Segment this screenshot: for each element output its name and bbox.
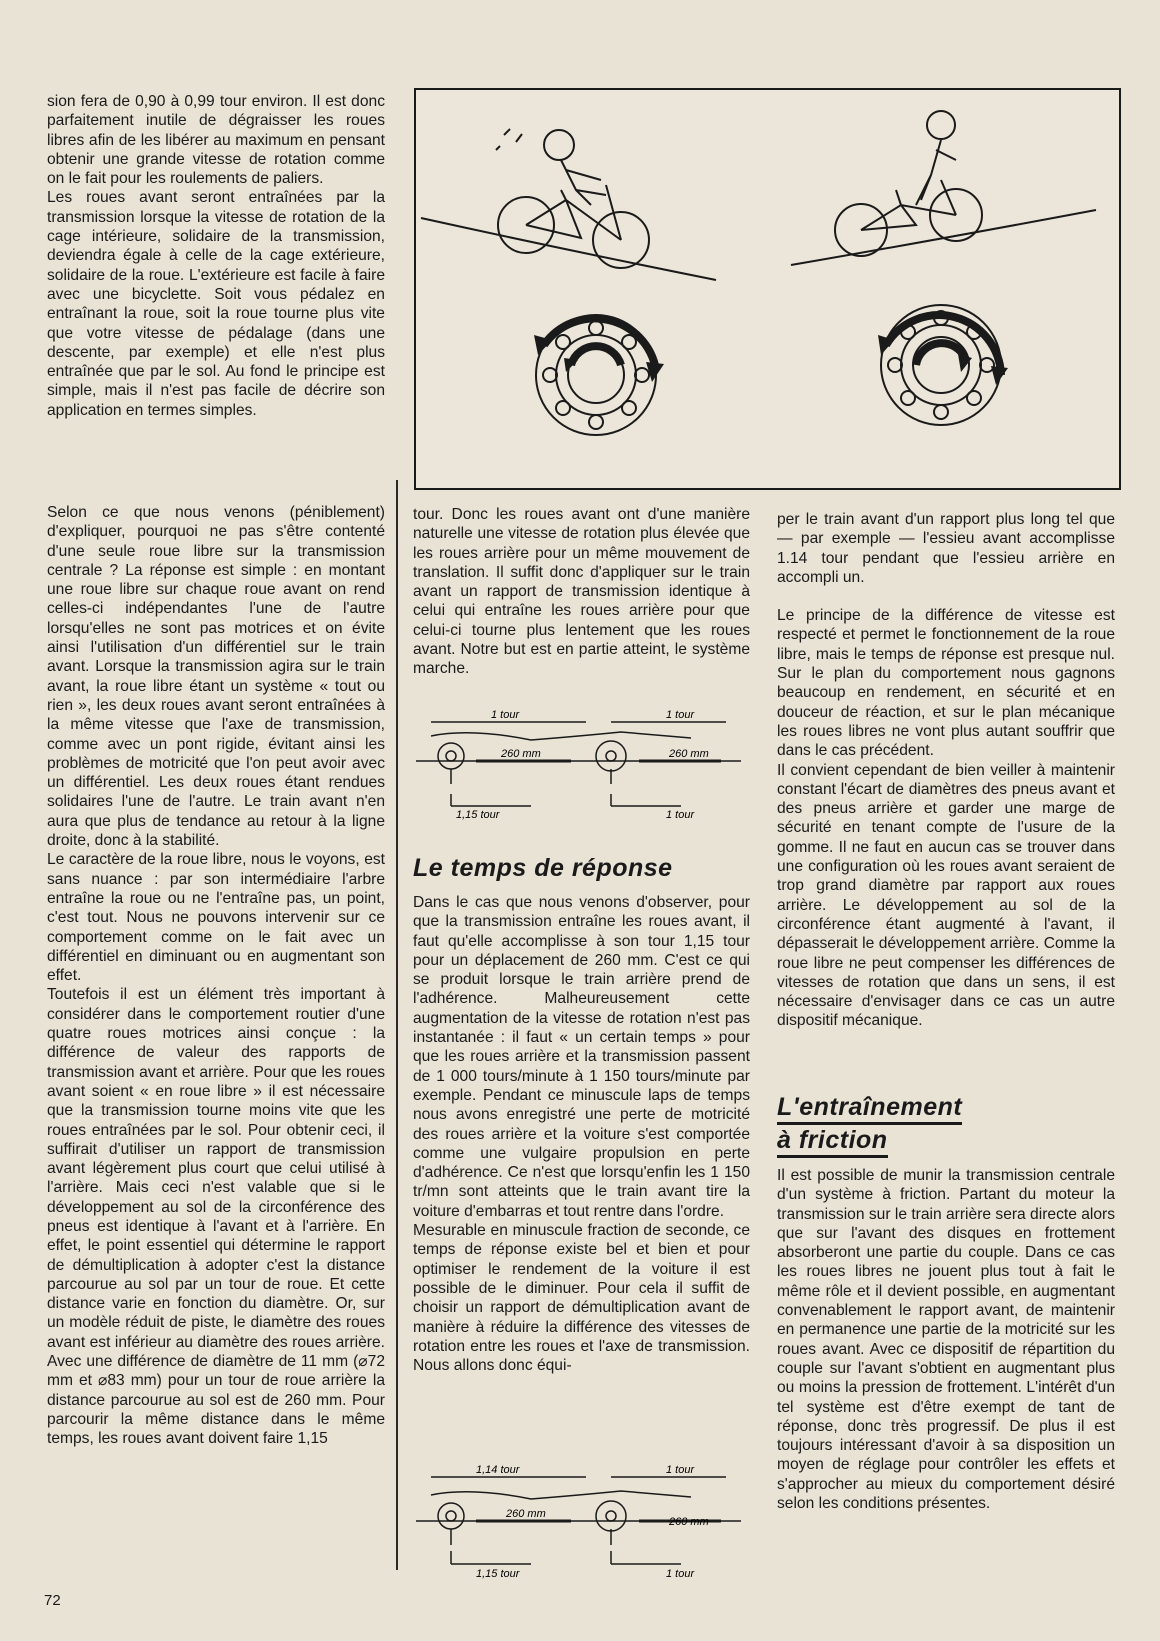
column2-bottom <box>413 893 750 1375</box>
diagram1-top-right: 1 tour <box>666 709 695 721</box>
diagram1-bottom-left: 1,15 tour <box>456 809 500 821</box>
heading-line: L'entraînement <box>777 1092 962 1125</box>
wheel-diagram-1-svg <box>411 706 756 826</box>
column3 <box>777 510 1115 1031</box>
diagram1-top-left: 1 tour <box>491 709 520 721</box>
paragraph: Toutefois il est un élément très important à considérer dans le comportement routier d'une quatre roues motrices ainsi conçue : la différence de valeur des rapports de transmission avant et arrière. Pour que les roues avant soient « en roue libre » il est nécessaire que la transmission tourne moins vite que les roues entraînées par le sol. Pour obtenir ceci, il suffirait d'utiliser un rapport de transmission avant légèrement plus court que celui utilisé à l'arrière. Mais ceci n'est valable que si le développement au sol de la circonférence des pneus est identique à l'avant et à l'arrière. En effet, le point essentiel qui détermine le rapport de démultiplication à adopter c'est la distance parcourue au sol par un tour de roue. Et cette distance varie en fonction du diamètre. Or, sur un modèle réduit de piste, le diamètre des roues avant est inférieur au diamètre des roues arrière. Avec une différence de diamètre de 11 mm (⌀72 mm et ⌀83 mm) pour un tour de roue arrière la distance parcourue au sol est de 260 mm. Pour parcourir la même distance dans le même temps, les roues avant doivent faire 1,15 <box>47 986 385 1448</box>
paragraph: Le principe de la différence de vitesse est respecté et permet le fonctionnement de la roue libre, mais le temps de réponse est presque nul. Sur le plan du comportement nous gagnons beaucoup en rendement, en sécurité et en douceur de réaction, et sur le plan mécanique les roues libres ne vont plus autant souffrir que dans le cas précédent. <box>777 607 1115 760</box>
diagram2-mid-right: 260 mm <box>669 1516 709 1528</box>
column-divider <box>396 480 398 1570</box>
wheel-diagram-2-svg <box>411 1461 756 1583</box>
diagram2-top-left: 1,14 tour <box>476 1464 520 1476</box>
column1-top <box>47 92 385 420</box>
column3-bottom <box>777 1166 1115 1513</box>
paragraph: Selon ce que nous venons (péniblement) d'expliquer, pourquoi ne pas s'être contenté d'une seule roue libre sur la transmission centrale ? La réponse est simple : en montant une roue libre sur chaque roue avant on rend celles-ci indépendantes l'une de l'autre lorsqu'elles ne sont pas motrices et on évite ainsi l'utilisation d'un différentiel sur le train avant. Lorsque la transmission agira sur le train avant, la roue libre étant un système « tout ou rien », les deux roues avant seront entraînées à la même vitesse que l'axe de transmission, comme avec un pont rigide, évitant ainsi les problèmes de motricité que l'on peut avoir avec un différentiel. Les deux roues étant rendues solidaires l'une de l'autre. Le train avant n'en aura que plus de tendance au retour à la ligne droite, donc à la stabilité. <box>47 504 385 850</box>
paragraph: sion fera de 0,90 à 0,99 tour environ. Il est donc parfaitement inutile de dégraisser les roues libres afin de les libérer au maximum en pensant obtenir une grande vitesse de rotation comme on le fait pour les roulements de paliers. <box>47 93 385 188</box>
diagram2-mid-left: 260 mm <box>506 1508 546 1520</box>
column2 <box>413 505 750 679</box>
diagram1-mid-left: 260 mm <box>501 748 541 760</box>
heading-line: à friction <box>777 1125 888 1158</box>
paragraph: per le train avant d'un rapport plus long tel que — par exemple — l'essieu avant accomplisse 1.14 tour pendant que l'essieu arrière en accompli un. <box>777 511 1115 586</box>
paragraph: Mesurable en minuscule fraction de seconde, ce temps de réponse existe bel et bien et pour optimiser le rendement de la voiture il est possible de le diminuer. Pour cela il suffit de choisir un rapport de démultiplication avant de manière à réduire la différence des vitesses de rotation entre les roues et l'axe de transmission. Nous allons donc équi- <box>413 1222 750 1375</box>
diagram1-mid-right: 260 mm <box>669 748 709 760</box>
paragraph: Le caractère de la roue libre, nous le voyons, est sans nuance : par son intermédiaire l'arbre entraîne la roue ou ne l'entraîne pas, un point, c'est tout. Nous ne pouvons intervenir sur ce comportement comme on le fait avec un différentiel en diminuant ou en augmentant son effet. <box>47 851 385 985</box>
paragraph: Il convient cependant de bien veiller à maintenir constant l'écart de diamètres des pneus avant et des pneus arrière et garder une marge de sécurité en tenant compte de l'usure de la gomme. Il ne faut en aucun cas se trouver dans une configuration où les roues avant seraient de trop grand diamètre par rapport aux roues arrière. Le développement au sol de la circonférence étant augmenté à l'avant, il dépasserait le développement arrière. Comme la roue libre ne peut compenser les différences de vitesses de rotation que dans un sens, il est nécessaire d'envisager dans ce cas un autre dispositif mécanique. <box>777 761 1115 1030</box>
page-number: 72 <box>44 1592 61 1609</box>
diagram2-top-right: 1 tour <box>666 1464 695 1476</box>
diagram2-bottom-right: 1 tour <box>666 1568 695 1580</box>
heading-entrainement-friction <box>777 1092 1115 1158</box>
wheel-diagram-1 <box>411 706 756 826</box>
diagram1-bottom-right: 1 tour <box>666 809 695 821</box>
diagram2-bottom-left: 1,15 tour <box>476 1568 520 1580</box>
paragraph: Il est possible de munir la transmission centrale d'un système à friction. Partant du moteur la transmission sur le train arrière sera directe alors que sur l'avant des disques en frottement absorberont une partie du couple. Dans ce cas les roues libres ne jouent plus tout à fait le même rôle et il devient possible, en augmentant convenablement le rapport avant, de maintenir en permanence une partie de la motricité sur les roues avant. Avec ce dispositif de répartition du couple sur l'avant s'obtient en augmentant plus ou moins la pression de frottement. L'intérêt d'un tel système est d'être exempt de tant de réponse, donc très progressif. De plus il est toujours intéressant d'avoir à sa disposition un moyen de réglage pour contrôler les effets et s'approcher au mieux du comportement désiré selon les conditions présentes. <box>777 1167 1115 1513</box>
freewheel-illustration <box>414 88 1121 490</box>
paragraph: tour. Donc les roues avant ont d'une manière naturelle une vitesse de rotation plus élevée que les roues arrière pour un même mouvement de translation. Il suffit donc d'appliquer sur le train avant un rapport de transmission identique à celui qui entraîne les roues arrière pour que celui-ci tourne plus lentement que les roues avant. Notre but est en partie atteint, le système marche. <box>413 506 750 678</box>
heading-temps-de-reponse: Le temps de réponse <box>413 854 673 882</box>
column1-bottom <box>47 503 385 1449</box>
paragraph: Dans le cas que nous venons d'observer, pour que la transmission entraîne les roues avant, il faut qu'elle accomplisse à son tour 1,15 tour pour un déplacement de 260 mm. C'est ce qui se produit lorsque le train arrière prend de l'adhérence. Malheureusement cette augmentation de la vitesse de rotation n'est pas instantanée : il faut « un certain temps » pour que les roues arrière et la transmission passent de 1 000 tours/minute à 1 150 tours/minute par exemple. Pendant ce minuscule laps de temps nous avons enregistré une perte de motricité des roues arrière et la voiture s'est comportée comme une vulgaire propulsion en perte d'adhérence. Ce n'est que lorsqu'enfin les 1 150 tr/mn sont atteints que le train avant tire la voiture d'embarras et tout rentre dans l'ordre. <box>413 894 750 1220</box>
cyclists-drawing <box>416 90 1119 488</box>
paragraph: Les roues avant seront entraînées par la transmission lorsque la vitesse de rotation de la cage intérieure, solidaire de la transmission, deviendra égale à celle de la cage extérieure, solidaire de la roue. L'extérieure est facile à faire avec une bicyclette. Soit vous pédalez en entraînant la roue, soit la roue tourne plus vite que votre vitesse de pédalage (dans une descente, par exemple) et elle n'est plus entraînée que par le sol. Au fond le principe est simple, mais il n'est pas facile de décrire son application en termes simples. <box>47 189 385 419</box>
wheel-diagram-2 <box>411 1461 756 1583</box>
